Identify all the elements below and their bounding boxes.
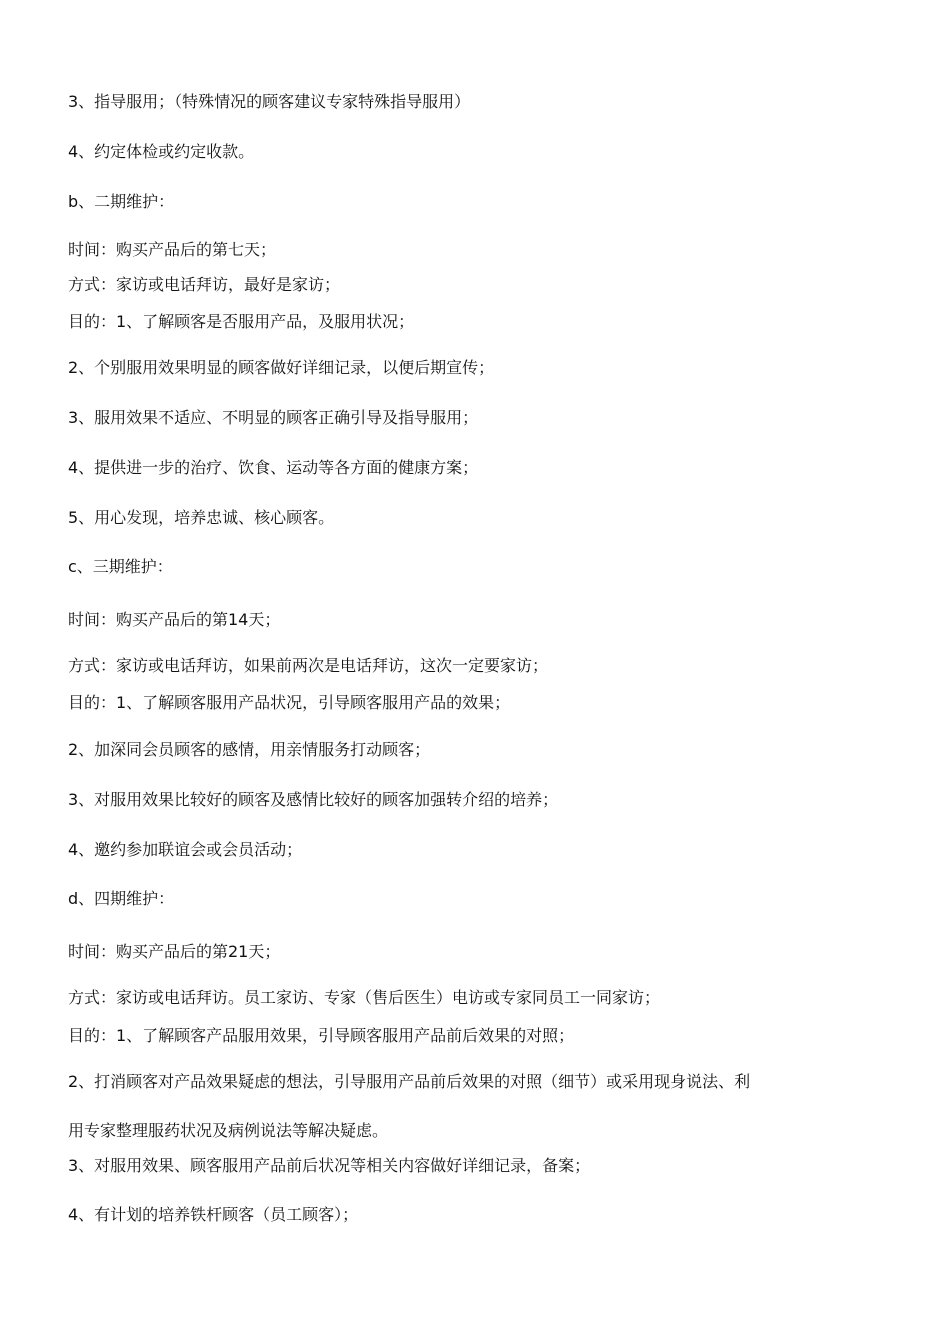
text-line: 2、个别服用效果明显的顾客做好详细记录，以便后期宣传； xyxy=(68,358,495,377)
text-line: 3、对服用效果比较好的顾客及感情比较好的顾客加强转介绍的培养； xyxy=(68,790,559,809)
text-line: 5、用心发现，培养忠诚、核心顾客。 xyxy=(68,508,335,527)
section-heading: c、三期维护： xyxy=(68,557,173,576)
section-heading: b、二期维护： xyxy=(68,192,175,211)
text-line: 3、指导服用；（特殊情况的顾客建议专家特殊指导服用） xyxy=(68,92,471,111)
text-line: 2、加深同会员顾客的感情，用亲情服务打动顾客； xyxy=(68,740,431,759)
text-line: 方式：家访或电话拜访，如果前两次是电话拜访，这次一定要家访； xyxy=(68,656,549,675)
text-line: 4、邀约参加联谊会或会员活动； xyxy=(68,840,303,859)
text-line: 4、约定体检或约定收款。 xyxy=(68,142,255,161)
text-line: 目的：1、了解顾客是否服用产品，及服用状况； xyxy=(68,312,415,331)
text-line: 目的：1、了解顾客服用产品状况，引导顾客服用产品的效果； xyxy=(68,693,511,712)
text-line: 4、提供进一步的治疗、饮食、运动等各方面的健康方案； xyxy=(68,458,479,477)
section-heading: d、四期维护： xyxy=(68,889,175,908)
text-line: 时间：购买产品后的第21天； xyxy=(68,942,281,961)
text-line: 方式：家访或电话拜访。员工家访、专家（售后医生）电访或专家同员工一同家访； xyxy=(68,988,661,1007)
text-line: 3、对服用效果、顾客服用产品前后状况等相关内容做好详细记录，备案； xyxy=(68,1156,591,1175)
text-line: 2、打消顾客对产品效果疑虑的想法，引导服用产品前后效果的对照（细节）或采用现身说法、利 xyxy=(68,1072,751,1091)
text-line: 3、服用效果不适应、不明显的顾客正确引导及指导服用； xyxy=(68,408,479,427)
text-line: 目的：1、了解顾客产品服用效果，引导顾客服用产品前后效果的对照； xyxy=(68,1026,575,1045)
text-line: 4、有计划的培养铁杆顾客（员工顾客）； xyxy=(68,1205,359,1224)
text-line: 方式：家访或电话拜访，最好是家访； xyxy=(68,275,341,294)
text-line: 用专家整理服药状况及病例说法等解决疑虑。 xyxy=(68,1121,389,1140)
text-line: 时间：购买产品后的第七天； xyxy=(68,240,277,259)
text-line: 时间：购买产品后的第14天； xyxy=(68,610,281,629)
